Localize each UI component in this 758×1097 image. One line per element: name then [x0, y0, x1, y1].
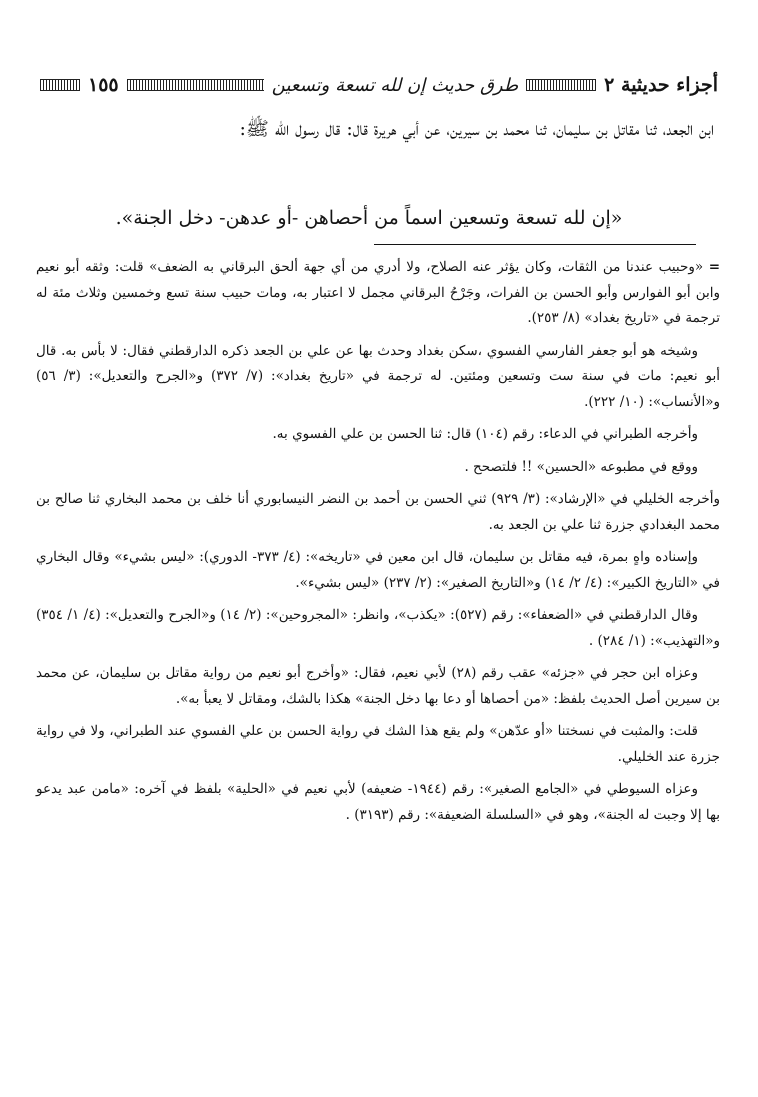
header-ornament-rule [526, 79, 596, 91]
footnote-paragraph: وعزاه السيوطي في «الجامع الصغير»: رقم (١٩٤٤- ضعيفه) لأبي نعيم في «الحلية» بلفظ في آخره: «مامن عبد يدعو بها إلا وجبت له الجنة»، وهو في «السلسلة الضعيفة»: رقم (٣١٩٣) . [36, 781, 720, 823]
hadith-text: «إن لله تسعة وتسعين اسماً من أحصاهن -أو عدهن- دخل الجنة». [115, 207, 623, 229]
isnad-paragraph: ابن الجعد، ثنا مقاتل بن سليمان، ثنا محمد بن سيرين، عن أبي هريرة قال: قال رسول الله ﷺ: [239, 118, 714, 140]
footnote-paragraph: وقال الدارقطني في «الضعفاء»: رقم (٥٢٧): «يكذب»، وانظر: «المجروحين»: (٢/ ١٤) و«الجرح والتعديل»: (٤/ ١/ ٣٥٤) و«التهذيب»: (١/ ٢٨٤) . [36, 607, 720, 649]
footnote-separator [374, 244, 696, 245]
footnote-paragraph: وشيخه هو أبو جعفر الفارسي الفسوي ،سكن بغداد وحدث بها عن علي بن الجعد ذكره الدارقطني فقال: لا بأس به. قال أبو نعيم: مات في سنة ست وتسعين ومئتين. له ترجمة في «تاريخ بغداد»: (٧/ ٣٧٢) و«الجرح والتعديل»: (٣/ ٥٦) و«الأنساب»: (١٠/ ٢٢٢). [36, 342, 721, 410]
book-title: أجزاء حديثية ٢ [604, 74, 718, 96]
footnote-paragraph: وأخرجه الخليلي في «الإرشاد»: (٣/ ٩٢٩) ثني الحسن بن أحمد بن النضر النيسابوري أنا خلف بن محمد البخاري ثنا صالح بن محمد البغدادي جزرة ثنا علي بن الجعد به. [36, 491, 720, 533]
footnote-paragraph: قلت: والمثبت في نسختنا «أو عدّهن» ولم يقع هذا الشك في رواية الحسن بن علي الفسوي عند الطبراني، ولا في رواية جزرة عند الخليلي. [36, 723, 720, 765]
header-ornament-rule [127, 79, 264, 91]
footnote-paragraph [36, 255, 720, 332]
running-header [40, 68, 718, 102]
footnote-paragraph: وعزاه ابن حجر في «جزئه» عقب رقم (٢٨) لأبي نعيم، فقال: «وأخرج أبو نعيم من رواية مقاتل بن سليمان، عن محمد بن سيرين أصل الحديث بلفظ: «من أحصاها أو دعا بها دخل الجنة» هكذا بالشك، ومقاتل لا يعبأ به». [36, 665, 720, 707]
page-number: ١٥٥ [88, 74, 119, 96]
header-ornament-rule [40, 79, 80, 91]
footnote-paragraph: وإسناده واهٍ بمرة، فيه مقاتل بن سليمان، قال ابن معين في «تاريخه»: (٤/ ٣٧٣- الدوري): «ليس بشيء» وقال البخاري في «التاريخ الكبير»: (٤/ ٢/ ١٤) و«التاريخ الصغير»: (٢/ ٢٣٧) «ليس بشيء». [36, 549, 720, 591]
footnote-paragraph: وأخرجه الطبراني في الدعاء: رقم (١٠٤) قال: ثنا الحسن بن علي الفسوي به. [272, 426, 698, 442]
footnote-text: «وحبيب عندنا من الثقات، وكان يؤثر عنه الصلاح، ولا أدري من أي جهة ألحق البرقاني به الضعف» قلت: وثقه أبو نعيم وابن أبو الفوارس وأبو الحسن بن الفرات، وجَرْحُ البرقاني مجمل لا اعتبار به، ومات حبيب سنة تسع وخمسين وثلاث مئة له ترجمة في «تاريخ بغداد» (٨/ ٢٥٣). [36, 259, 720, 326]
footnotes [36, 255, 720, 835]
footnote-paragraph: ووقع في مطبوعه «الحسين» !! فلتصحح . [464, 458, 698, 475]
chapter-subtitle: طرق حديث إن لله تسعة وتسعين [271, 74, 519, 96]
continuation-mark: = [708, 259, 721, 275]
main-text [46, 110, 714, 148]
